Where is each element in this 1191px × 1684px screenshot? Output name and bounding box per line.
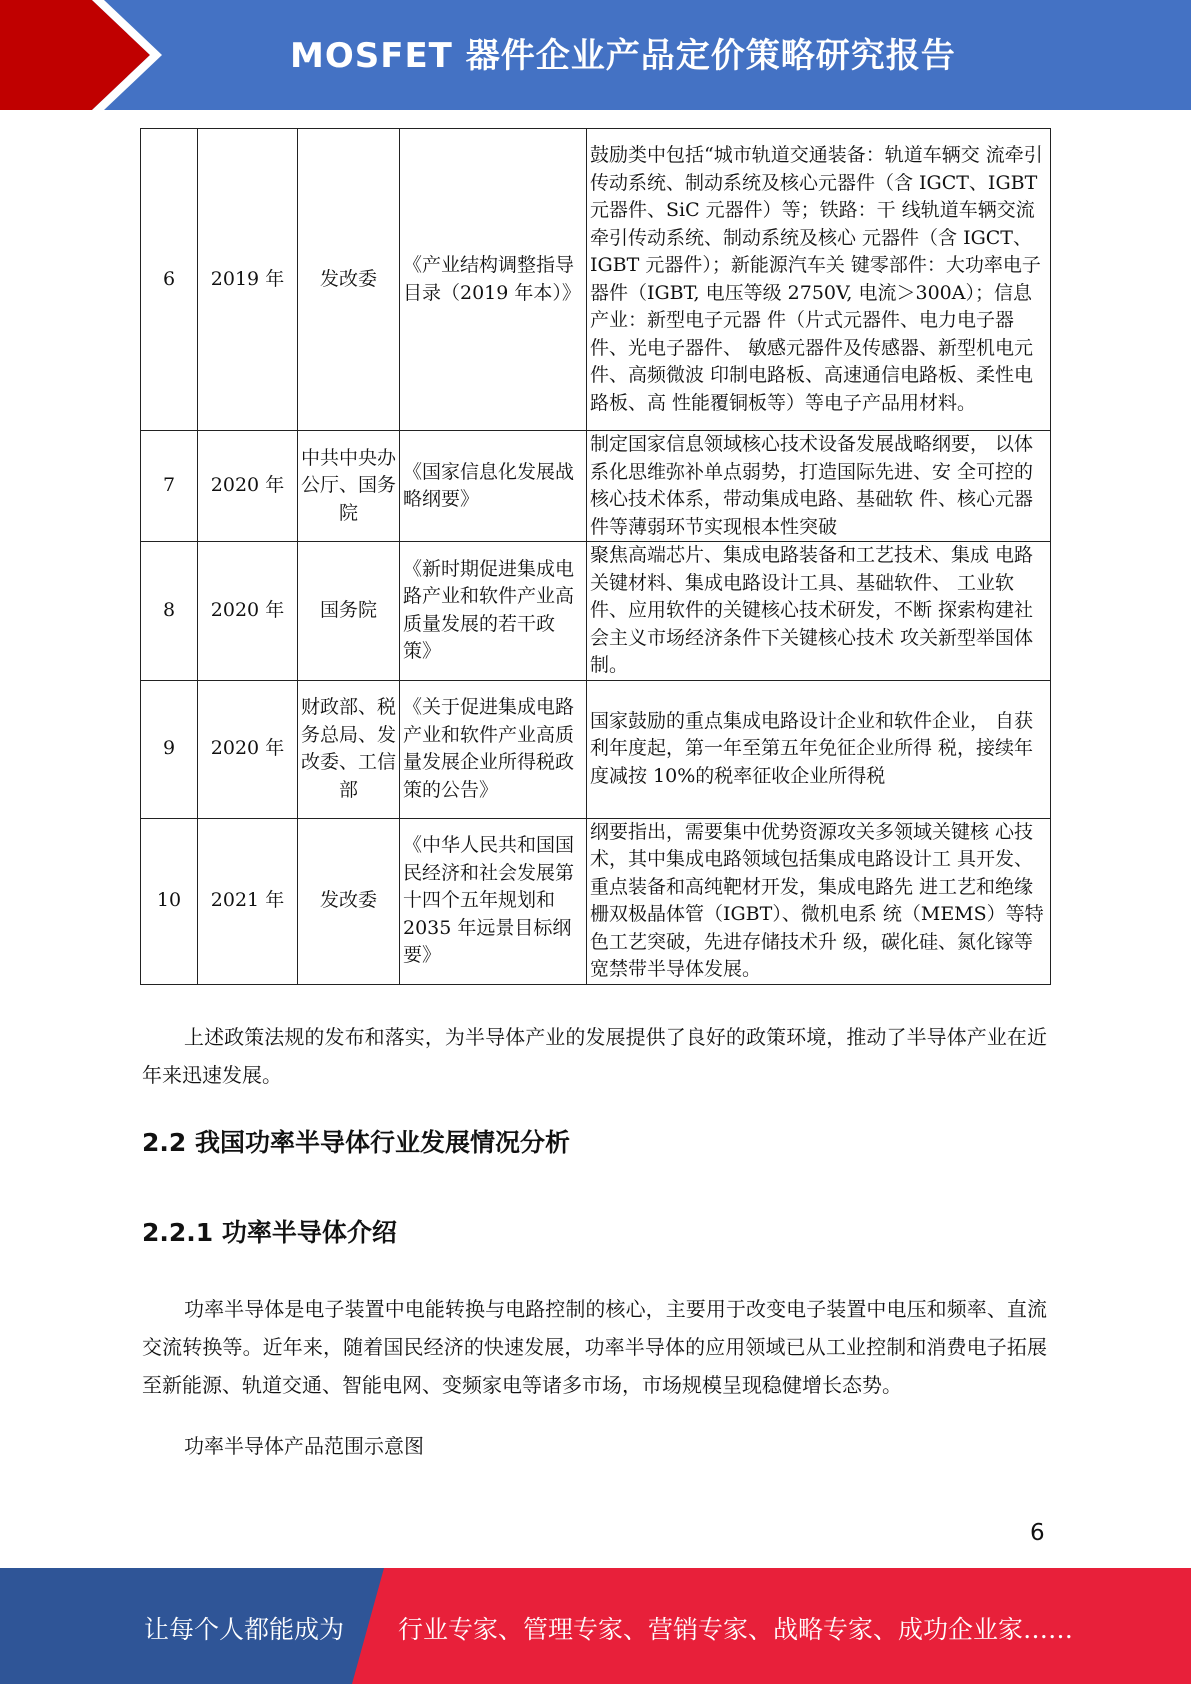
page-footer: [0, 1568, 1191, 1684]
row-department: 发改委: [298, 818, 400, 984]
table-row: [141, 818, 1051, 984]
row-document: 《国家信息化发展战略纲要》: [400, 431, 587, 542]
policy-table: [140, 128, 1051, 985]
footer-slogan-left: 让每个人都能成为: [144, 1615, 345, 1644]
row-year: 2020 年: [198, 542, 298, 681]
row-year: 2019 年: [198, 129, 298, 431]
row-number: 6: [141, 129, 198, 431]
row-year: 2021 年: [198, 818, 298, 984]
row-content: 国家鼓励的重点集成电路设计企业和软件企业， 自获利年度起，第一年至第五年免征企业所得 税，接续年度减按 10%的税率征收企业所得税: [587, 680, 1051, 818]
row-department: 中共中央办公厅、国务院: [298, 431, 400, 542]
table-row: [141, 680, 1051, 818]
table-row: [141, 431, 1051, 542]
table-row: [141, 542, 1051, 681]
row-year: 2020 年: [198, 680, 298, 818]
row-number: 8: [141, 542, 198, 681]
row-document: 《关于促进集成电路产业和软件产业高质量发展企业所得税政策的公告》: [400, 680, 587, 818]
figure-caption: 功率半导体产品范围示意图: [184, 1434, 424, 1458]
row-document: 《产业结构调整指导目录（2019 年本）》: [400, 129, 587, 431]
subsection-heading: 2.2.1 功率半导体介绍: [142, 1218, 397, 1247]
row-department: 国务院: [298, 542, 400, 681]
report-title: MOSFET 器件企业产品定价策略研究报告: [290, 36, 956, 76]
row-content: 聚焦高端芯片、集成电路装备和工艺技术、集成 电路关键材料、集成电路设计工具、基础软件、 工业软件、应用软件的关键核心技术研发，不断 探索构建社会主义市场经济条件下关键核心技术 攻关新型举国体制。: [587, 542, 1051, 681]
row-content: 纲要指出，需要集中优势资源攻关多领域关键核 心技术，其中集成电路领域包括集成电路设计工 具开发、重点装备和高纯靶材开发，集成电路先 进工艺和绝缘栅双极晶体管（IGBT）、微机电系 统（MEMS）等特色工艺突破，先进存储技术升 级，碳化硅、氮化镓等宽禁带半导体发展。: [587, 818, 1051, 984]
page-number: 6: [1030, 1520, 1045, 1546]
row-number: 10: [141, 818, 198, 984]
table-row: [141, 129, 1051, 431]
row-number: 9: [141, 680, 198, 818]
section-heading: 2.2 我国功率半导体行业发展情况分析: [142, 1128, 570, 1157]
row-document: 《新时期促进集成电路产业和软件产业高质量发展的若干政策》: [400, 542, 587, 681]
row-document: 《中华人民共和国国民经济和社会发展第十四个五年规划和 2035 年远景目标纲要》: [400, 818, 587, 984]
row-content: 鼓励类中包括“城市轨道交通装备：轨道车辆交 流牵引传动系统、制动系统及核心元器件（含 IGCT、IGBT 元器件、SiC 元器件）等；铁路：干 线轨道车辆交流牵引传动系统、制动系统及核心 元器件（含 IGCT、IGBT 元器件）；新能源汽车关 键零部件：大功率电子器件（IGBT, 电压等级 2750V, 电流＞300A）；信息产业：新型电子元器 件（片式元器件、电力电子器件、光电子器件、 敏感元器件及传感器、新型机电元件、高频微波 印制电路板、高速通信电路板、柔性电路板、高 性能覆铜板等）等电子产品用材料。: [587, 129, 1051, 431]
intro-paragraph: 功率半导体是电子装置中电能转换与电路控制的核心，主要用于改变电子装置中电压和频率、直流交流转换等。近年来，随着国民经济的快速发展，功率半导体的应用领域已从工业控制和消费电子拓展至新能源、轨道交通、智能电网、变频家电等诸多市场，市场规模呈现稳健增长态势。: [142, 1297, 1047, 1397]
page-header: [0, 0, 1191, 110]
row-content: 制定国家信息领域核心技术设备发展战略纲要， 以体系化思维弥补单点弱势，打造国际先进、安 全可控的核心技术体系，带动集成电路、基础软 件、核心元器件等薄弱环节实现根本性突破: [587, 431, 1051, 542]
row-department: 发改委: [298, 129, 400, 431]
footer-slogan-right: 行业专家、管理专家、营销专家、战略专家、成功企业家……: [398, 1615, 1074, 1644]
row-number: 7: [141, 431, 198, 542]
policy-summary-paragraph: 上述政策法规的发布和落实，为半导体产业的发展提供了良好的政策环境，推动了半导体产业在近年来迅速发展。: [142, 1025, 1047, 1087]
row-department: 财政部、税务总局、发改委、工信部: [298, 680, 400, 818]
row-year: 2020 年: [198, 431, 298, 542]
